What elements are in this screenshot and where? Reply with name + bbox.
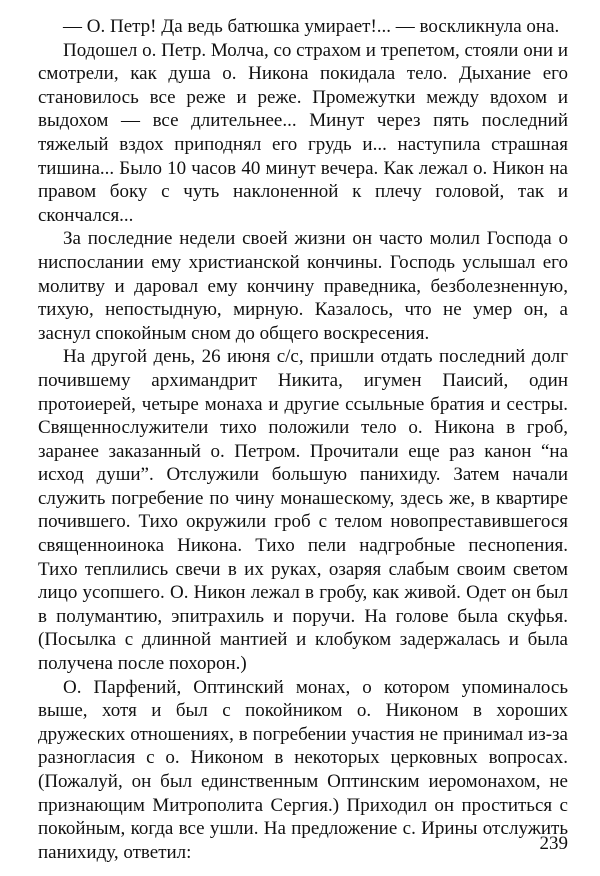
body-text — [38, 15, 568, 864]
paragraph: О. Парфений, Оптинский монах, о котором упоминалось выше, хотя и был с покойником о. Никоном в хороших дружеских отношениях, в погребении участия не принимал из-за разногласия с о. Никоном в некоторых церковных вопросах. (Пожалуй, он был единственным Оптинским иеромонахом, не признающим Митрополита Сергия.) Приходил он проститься с покойным, когда все ушли. На предложение с. Ирины отслужить панихиду, ответил: — [38, 676, 568, 863]
paragraph: На другой день, 26 июня с/с, пришли отдать последний долг почившему архимандрит Никита, игумен Паисий, один протоиерей, четыре монаха и другие ссыльные братия и сестры. Священнослужители тихо положили тело о. Никона в гроб, заранее заказанный о. Петром. Прочитали еще раз канон “на исход души”. Отслужили большую панихиду. Затем начали служить погребение по чину монашескому, здесь же, в квартире почившего. Тихо окружили гроб с телом новопреставившегося священноинока Никона. Тихо пели надгробные песнопения. Тихо теплились свечи в их руках, озаряя слабым своим светом лицо усопшего. О. Никон лежал в гробу, как живой. Одет он был в полумантию, эпитрахиль и поручи. На голове была скуфья. (Посылка с длинной мантией и клобуком задержалась и была получена после похорон.) — [38, 346, 568, 675]
page-number: 239 — [539, 833, 568, 854]
paragraph: Подошел о. Петр. Молча, со страхом и трепетом, стояли они и смотрели, как душа о. Никона покидала тело. Дыхание его становилось все реже и реже. Промежутки между вдохом и выдохом — все длительнее... Минут через пять последний тяжелый вздох приподнял его грудь и... наступила страшная тишина... Было 10 часов 40 минут вечера. Как лежал о. Никон на правом боку с чуть наклоненной к плечу головой, так и скончался... — [38, 39, 568, 226]
paragraph: За последние недели своей жизни он часто молил Господа о ниспослании ему христианской кончины. Господь услышал его молитву и даровал ему кончину праведника, безболезненную, тихую, непостыдную, мирную. Казалось, что не умер он, а заснул спокойным сном до общего воскресения. — [38, 228, 568, 344]
paragraph: — О. Петр! Да ведь батюшка умирает!... — воскликнула она. — [63, 16, 560, 37]
